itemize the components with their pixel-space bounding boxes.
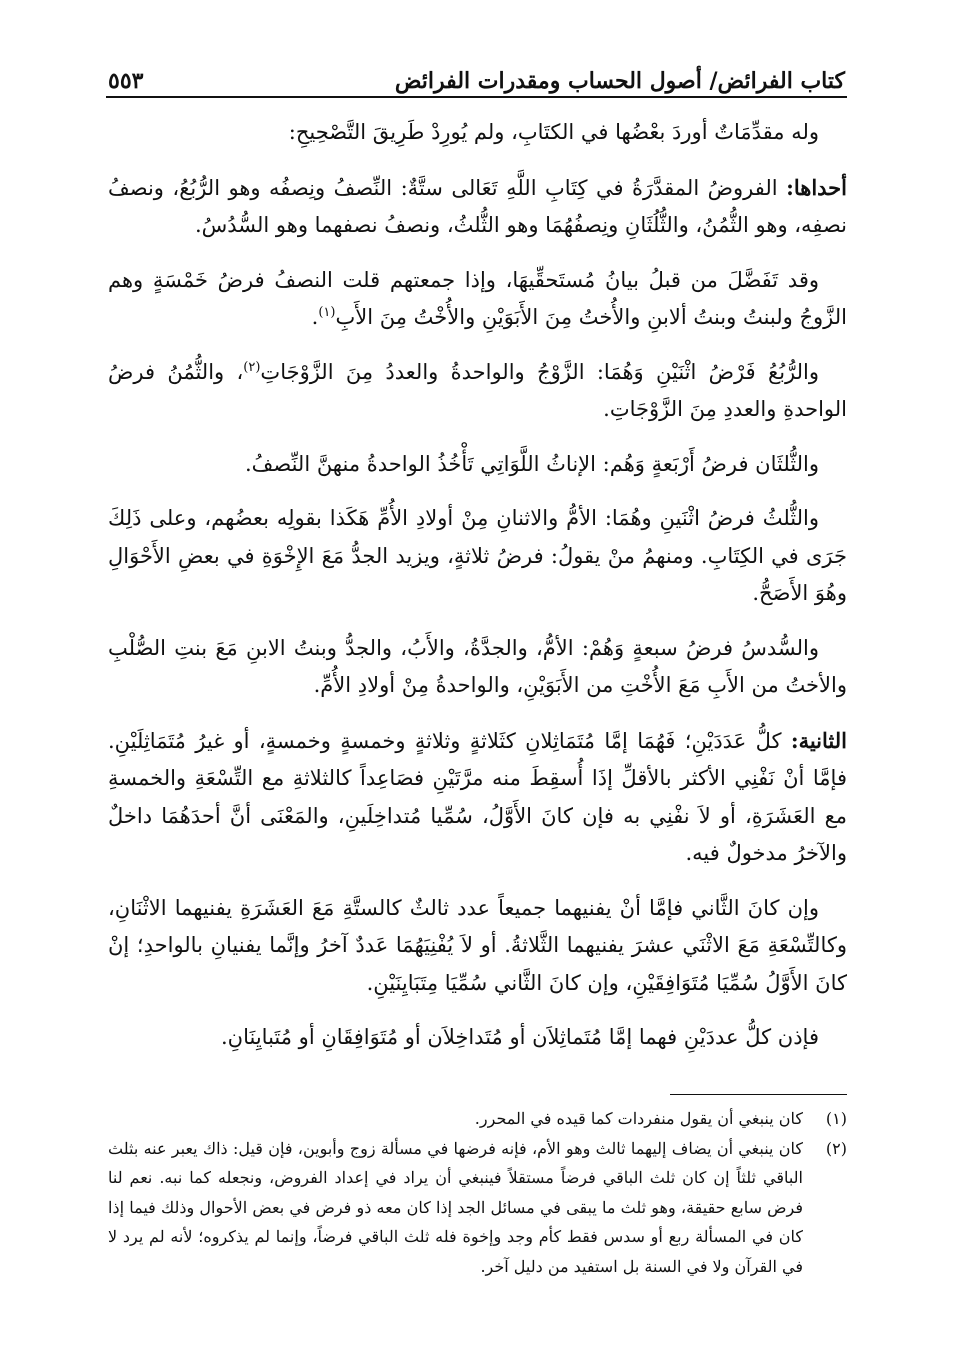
footnote-ref-1[interactable]: (١): [318, 305, 336, 320]
paragraph-first-premise: أحداها: الفروضُ المقدَّرَةُ في كِتَابِ اللَّهِ تَعَالى ستَّةٌ: النِّصفُ ونِصفُه وهو الرُّبُعُ، ونصفُ نصفِه، وهو الثُّمُنُ، والثُّلُثَانِ ونِصفُهُمَا وهو الثُّلثُ، ونصفُ نصفهما وهو السُّدُسُ.: [108, 174, 847, 237]
footnote-1: [108, 1104, 847, 1134]
paragraph-quarter-share: والرُّبُعُ فَرْضُ اثْنَيْنِ وَهُمَا: الزَّوْجُ والواحدةُ والعددُ مِنَ الزَّوْجَاتِ$^{(٢)}$، والثُّمُنُ فرضُ الواحدةِ والعددِ مِنَ الزَّوْجَاتِ.: [108, 359, 847, 421]
paragraph-second-premise: الثانية: كلُّ عَدَدَيْنِ؛ فَهُمَا إمَّا مُتَمَاثِلانِ كثَلاثةٍ وثلاثةٍ وخمسةٍ وخمسةٍ، أو غيرُ مُتَمَاثِلَيْنِ. فإمَّا أنْ نَفْنِي الأكثر بالأقلِّ إذَا أُسقِطَ منه مرَّتَيْنِ فصَاعِداً كالثلاثةِ مع التِّسْعَةِ والخمسةِ مع العَشَرَةِ، أو لاَ نفْنِي به فإن كانَ الأَوَّلُ، سُمِّيا مُتداخِلَينِ، والمَعْنَى أنَّ أحدَهُمَا داخلٌ والآخرُ مدخولٌ فيه.: [108, 727, 847, 865]
main-text: [108, 114, 847, 1057]
footnote-number: (٢): [825, 1138, 847, 1158]
page-number: ٥٥٣: [108, 68, 144, 94]
paragraph-sixth: والسُّدسُ فرضُ سبعةٍ وَهُمْ: الأمُّ، والجدَّةُ، والأَبُ، والجدُّ وبنتُ الابنِ مَعَ بنتِ الصُّلْبِ والأختُ من الأَبِ مَعَ الأُخْتِ من الأَبَوَيْنِ، والواحدةُ مِنْ أولادِ الأُمِّ.: [108, 635, 847, 697]
paragraph-half-share: وقد تَفَضَّلَ من قبلُ بيانُ مُستَحقِّيهَا، وإذا جمعتهم قلت النصفُ فرضُ خَمْسَةٍ وهم الزَّوجُ ولبنتُ وبنتُ ألابنِ والأُختُ مِنَ الأَبَوَيْنِ والأُخْتُ مِنَ الأَبِ$^{(١)}$.: [108, 267, 847, 329]
footnote-2: [108, 1134, 847, 1282]
footnote-number: (١): [825, 1109, 847, 1128]
header-rule: [106, 96, 847, 98]
footnote-ref-2[interactable]: (٢): [243, 359, 261, 375]
running-title: كتاب الفرائض/ أصول الحساب ومقدرات الفرائض: [394, 68, 845, 94]
paragraph-third: والثُّلثُ فرضُ اثْنَينِ وهُمَا: الأمُّ والاثنانِ مِنْ أولادِ الأُمِّ هَكَذا بقولِه بعضُهم، وعلى ذَلِكَ جَرَى في الكِتَابِ. ومنهمُ منْ يقولُ: فرضُ ثلاثةٍ، ويزيد الجدُّ مَعَ الإِخْوَةِ في بعضِ الأَحْوَالِ وهُوَ الأَصَحُّ.: [108, 506, 847, 605]
paragraph-conclusion: فإذن كلُّ عددَيْنِ فهما إمَّا مُتَماثِلاَن أو مُتَداخِلاَن أو مُتَوَافِقَانِ أو مُتَبايِنَانِ.: [221, 1025, 819, 1049]
section-lead: أحداها:: [786, 174, 847, 200]
page-header: [108, 58, 845, 94]
footnote-text: كان ينبغي أن يقول منفردات كما قيده في المحرر.: [474, 1109, 803, 1128]
footnote-text: كان ينبغي أن يضاف إليهما ثالث وهو الأم، فإنه فرضها في مسألة زوج وأبوين، فإن قيل: ذاك يعبر عنه بثلث الباقي ثلثاً إن كان ثلث الباقي فرضاً مستقلاً فينبغي أن يراد في إعداد الفروض، ونجعله كما نبه. نعم لنا فرض سابع حقيقة، وهو ثلث ما يبقى في مسائل الجد إذا كان معه ذو فرض في بعض الأحوال وذلك فيما إذا كان في المسألة ربع أو سدس فقط كأم وجد وإخوة فله ثلث الباقي فرضاً، وإنما لم يذكروه؛ لأنه لم يرد لا في القرآن ولا في السنة بل استفيد من دليل آخر.: [108, 1138, 803, 1276]
paragraph-intro: وله مقدِّمَاتٌ أوردَ بعْضُها في الكتَابِ، ولم يُورِدْ طَرِيقَ التَّصْحِيحِ:: [288, 120, 819, 144]
footnotes: [108, 1104, 847, 1281]
section-lead: الثانية:: [790, 727, 847, 753]
paragraph-two-thirds: والثُّلثَان فرضُ أَرْبَعةٍ وَهُم: الإناثُ اللَّوَاتِي تَأْخُذُ الواحدةُ منهنَّ النِّصفُ.: [244, 451, 819, 476]
footnote-rule: [670, 1094, 847, 1095]
paragraph-coprime: وإن كانَ الثَّاني فإمَّا أنْ يفنيهما جميعاً عدد ثالثٌ كالستَّةِ مَعَ العَشَرَةِ يفنيهما الاثْنَانِ، وكالتِّسْعَةِ مَعَ الاثْنَي عشرَ يفنيهما الثَّلاثةُ. أو لاَ يُفْنِيَهُمَا عَددٌ آخرُ وإنَّما يفنيانِ بالواحدِ؛ إنْ كانَ الأَوَّلُ سُمِّيَا مُتَوَافِقَيْنِ، وإن كانَ الثَّاني سُمِّيَا مِتَبَايِنَيْنِ.: [108, 895, 847, 995]
